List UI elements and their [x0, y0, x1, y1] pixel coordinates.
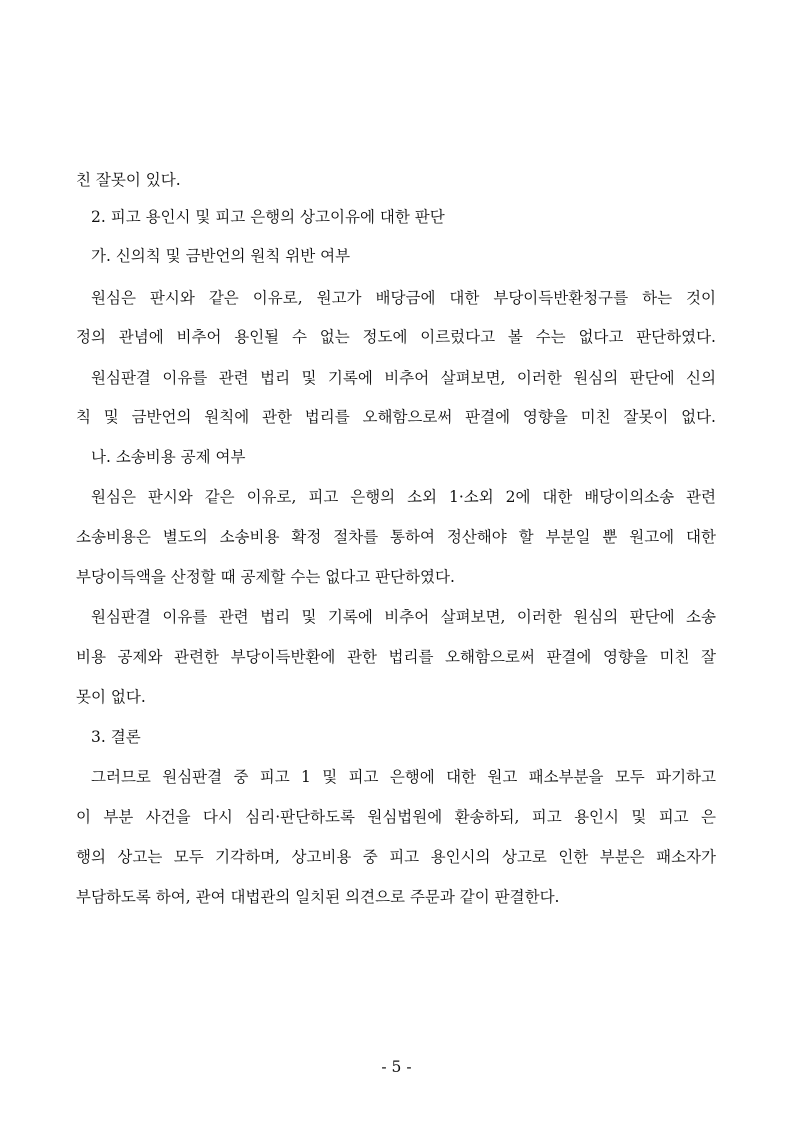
- text-line: 그러므로 원심판결 중 피고 1 및 피고 은행에 대한 원고 패소부분을 모두 파기하고: [91, 768, 716, 786]
- text-line: 부당이득액을 산정할 때 공제할 수는 없다고 판단하였다.: [76, 568, 455, 586]
- subsection-heading: 나. 소송비용 공제 여부: [91, 448, 246, 466]
- section-heading: 2. 피고 용인시 및 피고 은행의 상고이유에 대한 판단: [91, 208, 445, 226]
- text-line: 원심은 판시와 같은 이유로, 원고가 배당금에 대한 부당이득반환청구를 하는 것이: [91, 289, 716, 307]
- subsection-heading: 가. 신의칙 및 금반언의 원칙 위반 여부: [91, 247, 351, 265]
- text-line: 원심은 판시와 같은 이유로, 피고 은행의 소외 1·소외 2에 대한 배당이의소송 관련: [91, 488, 716, 506]
- page-number: - 5 -: [381, 1058, 412, 1076]
- text-line: 이 부분 사건을 다시 심리·판단하도록 원심법원에 환송하되, 피고 용인시 및 피고 은: [76, 808, 716, 826]
- text-line: 친 잘못이 있다.: [76, 171, 181, 189]
- section-heading: 3. 결론: [91, 728, 141, 746]
- text-line: 행의 상고는 모두 기각하며, 상고비용 중 피고 용인시의 상고로 인한 부분은 패소자가: [76, 848, 716, 866]
- text-line: 부담하도록 하여, 관여 대법관의 일치된 의견으로 주문과 같이 판결한다.: [76, 888, 560, 906]
- text-line: 원심판결 이유를 관련 법리 및 기록에 비추어 살펴보면, 이러한 원심의 판단에 소송: [91, 608, 716, 626]
- text-line: 칙 및 금반언의 원칙에 관한 법리를 오해함으로써 판결에 영향을 미친 잘못이 없다.: [76, 408, 716, 426]
- text-line: 비용 공제와 관련한 부당이득반환에 관한 법리를 오해함으로써 판결에 영향을 미친 잘: [76, 648, 716, 666]
- text-line: 정의 관념에 비추어 용인될 수 없는 정도에 이르렀다고 볼 수는 없다고 판단하였다.: [76, 328, 716, 346]
- text-line: 원심판결 이유를 관련 법리 및 기록에 비추어 살펴보면, 이러한 원심의 판단에 신의: [91, 369, 716, 387]
- text-line: 소송비용은 별도의 소송비용 확정 절차를 통하여 정산해야 할 부분일 뿐 원고에 대한: [76, 528, 716, 546]
- text-line: 못이 없다.: [76, 688, 146, 706]
